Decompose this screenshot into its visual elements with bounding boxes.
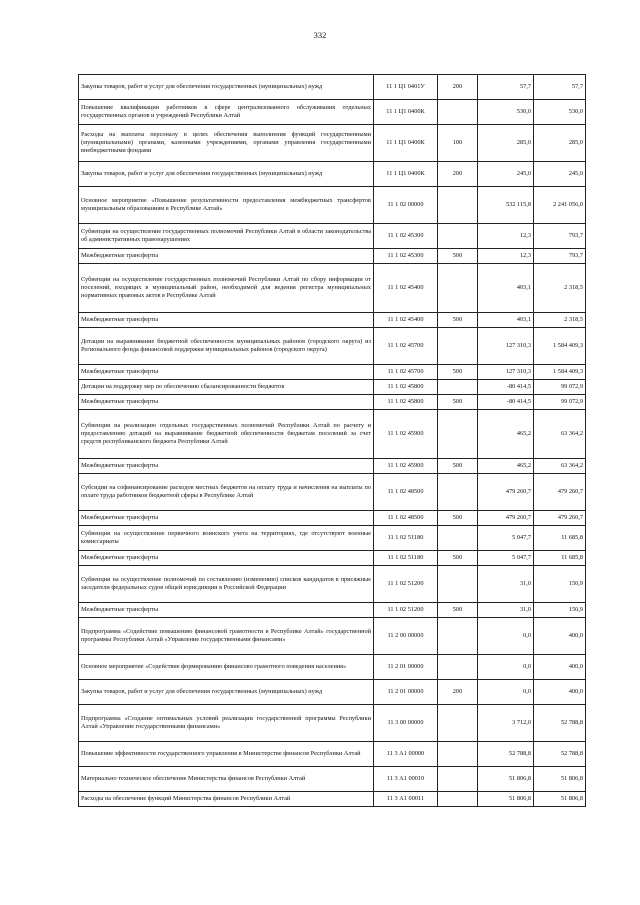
table-row: [79, 603, 586, 618]
amount-change-cell: 465,2: [478, 459, 534, 474]
table-row: [79, 566, 586, 603]
amount-change-cell: 5 047,7: [478, 551, 534, 566]
expense-type-cell: [438, 767, 478, 792]
amount-total-cell: 63 364,2: [534, 410, 586, 459]
expense-type-cell: [438, 264, 478, 313]
table-row: [79, 395, 586, 410]
row-name-cell: Основное мероприятие «Содействие формированию финансово грамотного поведения населения»: [79, 655, 374, 680]
table-row: [79, 328, 586, 365]
target-article-code-cell: 11 1 02 45800: [374, 380, 438, 395]
amount-total-cell: 1 584 409,3: [534, 365, 586, 380]
amount-change-cell: 465,2: [478, 410, 534, 459]
table-row: [79, 474, 586, 511]
amount-total-cell: 479 260,7: [534, 474, 586, 511]
row-name-cell: Межбюджетные трансферты: [79, 551, 374, 566]
row-name-cell: Межбюджетные трансферты: [79, 249, 374, 264]
expense-type-cell: [438, 618, 478, 655]
row-name-cell: Расходы на выплаты персоналу в целях обеспечения выполнения функций государственными (муниципальными) органами, казенными учреждениями, органами управления государственными внебюджетными фондами: [79, 125, 374, 162]
amount-total-cell: 51 806,8: [534, 792, 586, 807]
table-row: [79, 792, 586, 807]
table-row: [79, 365, 586, 380]
amount-total-cell: 52 788,8: [534, 742, 586, 767]
table-row: [79, 313, 586, 328]
amount-total-cell: 245,0: [534, 162, 586, 187]
expense-type-cell: 500: [438, 395, 478, 410]
target-article-code-cell: 11 1 02 51180: [374, 526, 438, 551]
amount-change-cell: 479 260,7: [478, 511, 534, 526]
row-name-cell: Повышение квалификации работников в сфере централизованного обслуживания отдельных государственных органов и учреждений Республики Алтай: [79, 100, 374, 125]
expense-type-cell: 200: [438, 75, 478, 100]
target-article-code-cell: 11 1 02 45900: [374, 459, 438, 474]
target-article-code-cell: 11 1 02 45700: [374, 328, 438, 365]
expense-type-cell: [438, 566, 478, 603]
table-row: [79, 551, 586, 566]
amount-change-cell: 0,0: [478, 680, 534, 705]
amount-change-cell: 479 260,7: [478, 474, 534, 511]
table-row: [79, 742, 586, 767]
table-row: [79, 680, 586, 705]
amount-total-cell: 51 806,8: [534, 767, 586, 792]
expense-type-cell: 200: [438, 162, 478, 187]
row-name-cell: Субвенции на осуществление полномочий по составлению (изменению) списков кандидатов в присяжные заседатели федеральных судов общей юрисдикции в Российской Федерации: [79, 566, 374, 603]
amount-change-cell: 5 047,7: [478, 526, 534, 551]
row-name-cell: Межбюджетные трансферты: [79, 511, 374, 526]
amount-total-cell: 400,0: [534, 618, 586, 655]
table-row: [79, 249, 586, 264]
target-article-code-cell: 11 1 Ц1 0401У: [374, 75, 438, 100]
amount-total-cell: 2 318,5: [534, 264, 586, 313]
row-name-cell: Субвенции на осуществление государственных полномочий Республики Алтай по сбору информации от поселений, входящих в муниципальный район, необходимой для ведения регистра муниципальных нормативных правовых актов в Республике Алтай: [79, 264, 374, 313]
expense-type-cell: [438, 655, 478, 680]
amount-total-cell: 400,0: [534, 680, 586, 705]
target-article-code-cell: 11 1 Ц1 0400К: [374, 100, 438, 125]
target-article-code-cell: 11 1 Ц1 0400К: [374, 125, 438, 162]
row-name-cell: Межбюджетные трансферты: [79, 365, 374, 380]
expense-type-cell: [438, 224, 478, 249]
expense-type-cell: [438, 100, 478, 125]
amount-change-cell: -80 414,5: [478, 395, 534, 410]
row-name-cell: Основное мероприятие «Повышение результативности предоставления межбюджетных трансфертов муниципальным образованиям в Республике Алтай»: [79, 187, 374, 224]
row-name-cell: Дотации на выравнивание бюджетной обеспеченности муниципальных районов (городского округа) из Регионального фонда финансовой поддержки муниципальных районов (городского округа): [79, 328, 374, 365]
amount-change-cell: 12,3: [478, 249, 534, 264]
table-row: [79, 655, 586, 680]
expense-type-cell: 200: [438, 680, 478, 705]
amount-total-cell: 2 241 056,0: [534, 187, 586, 224]
expense-type-cell: 500: [438, 459, 478, 474]
budget-table: [78, 74, 586, 807]
table-row: [79, 618, 586, 655]
budget-table-body: [79, 75, 586, 807]
amount-total-cell: 400,0: [534, 655, 586, 680]
row-name-cell: Субвенции на осуществление первичного воинского учета на территориях, где отсутствуют военные комиссариаты: [79, 526, 374, 551]
expense-type-cell: [438, 474, 478, 511]
table-row: [79, 526, 586, 551]
amount-change-cell: 245,0: [478, 162, 534, 187]
amount-total-cell: 150,9: [534, 566, 586, 603]
amount-change-cell: 52 788,8: [478, 742, 534, 767]
row-name-cell: Закупка товаров, работ и услуг для обеспечения государственных (муниципальных) нужд: [79, 680, 374, 705]
expense-type-cell: [438, 410, 478, 459]
amount-total-cell: 479 260,7: [534, 511, 586, 526]
amount-total-cell: 1 584 409,3: [534, 328, 586, 365]
amount-change-cell: 285,0: [478, 125, 534, 162]
target-article-code-cell: 11 1 02 45300: [374, 249, 438, 264]
amount-change-cell: 127 310,3: [478, 328, 534, 365]
amount-total-cell: 57,7: [534, 75, 586, 100]
amount-total-cell: 11 685,8: [534, 526, 586, 551]
row-name-cell: Дотации на поддержку мер по обеспечению сбалансированности бюджетов: [79, 380, 374, 395]
target-article-code-cell: 11 3 00 00000: [374, 705, 438, 742]
amount-change-cell: 0,0: [478, 618, 534, 655]
target-article-code-cell: 11 1 Ц1 0400К: [374, 162, 438, 187]
target-article-code-cell: 11 2 01 00000: [374, 680, 438, 705]
amount-total-cell: 2 318,5: [534, 313, 586, 328]
target-article-code-cell: 11 1 02 45900: [374, 410, 438, 459]
expense-type-cell: [438, 742, 478, 767]
row-name-cell: Межбюджетные трансферты: [79, 313, 374, 328]
expense-type-cell: [438, 526, 478, 551]
expense-type-cell: [438, 705, 478, 742]
expense-type-cell: [438, 328, 478, 365]
amount-change-cell: -80 414,5: [478, 380, 534, 395]
table-row: [79, 380, 586, 395]
target-article-code-cell: 11 3 А1 00010: [374, 767, 438, 792]
row-name-cell: Межбюджетные трансферты: [79, 395, 374, 410]
row-name-cell: Субсидии на софинансирование расходов местных бюджетов на оплату труда и начисления на выплаты по оплате труда работников бюджетной сферы в Республике Алтай: [79, 474, 374, 511]
row-name-cell: Субвенции на реализацию отдельных государственных полномочий Республики Алтай по расчету и предоставлению дотаций на выравнивание бюджетной обеспеченности бюджетам поселений за счет средств республиканского бюджета Республики Алтай: [79, 410, 374, 459]
target-article-code-cell: 11 3 А1 00000: [374, 742, 438, 767]
row-name-cell: Расходы на обеспечение функций Министерства финансов Республики Алтай: [79, 792, 374, 807]
expense-type-cell: [438, 187, 478, 224]
table-row: [79, 264, 586, 313]
page-number: 332: [313, 30, 327, 40]
table-row: [79, 410, 586, 459]
expense-type-cell: 500: [438, 249, 478, 264]
amount-change-cell: 31,0: [478, 566, 534, 603]
row-name-cell: Межбюджетные трансферты: [79, 603, 374, 618]
target-article-code-cell: 11 1 02 45400: [374, 264, 438, 313]
expense-type-cell: 500: [438, 313, 478, 328]
table-row: [79, 511, 586, 526]
target-article-code-cell: 11 1 02 51200: [374, 566, 438, 603]
target-article-code-cell: 11 1 02 45800: [374, 395, 438, 410]
row-name-cell: Материально техническое обеспечение Министерства финансов Республики Алтай: [79, 767, 374, 792]
table-row: [79, 705, 586, 742]
expense-type-cell: 500: [438, 603, 478, 618]
amount-total-cell: 530,0: [534, 100, 586, 125]
amount-total-cell: 150,9: [534, 603, 586, 618]
target-article-code-cell: 11 3 А1 00011: [374, 792, 438, 807]
amount-change-cell: 532 115,8: [478, 187, 534, 224]
amount-change-cell: 57,7: [478, 75, 534, 100]
row-name-cell: Повышение эффективности государственного управления в Министерстве финансов Республики Алтай: [79, 742, 374, 767]
row-name-cell: Закупка товаров, работ и услуг для обеспечения государственных (муниципальных) нужд: [79, 75, 374, 100]
table-row: [79, 767, 586, 792]
amount-change-cell: 403,1: [478, 264, 534, 313]
amount-change-cell: 127 310,3: [478, 365, 534, 380]
target-article-code-cell: 11 1 02 00000: [374, 187, 438, 224]
amount-total-cell: 99 072,9: [534, 380, 586, 395]
amount-change-cell: 0,0: [478, 655, 534, 680]
expense-type-cell: [438, 792, 478, 807]
row-name-cell: Подпрограмма «Содействие повышению финансовой грамотности в Республике Алтай» государственной программы Республики Алтай «Управление государственными финансами»: [79, 618, 374, 655]
amount-change-cell: 3 712,0: [478, 705, 534, 742]
table-row: [79, 75, 586, 100]
amount-change-cell: 31,0: [478, 603, 534, 618]
target-article-code-cell: 11 2 00 00000: [374, 618, 438, 655]
expense-type-cell: 500: [438, 511, 478, 526]
amount-total-cell: 285,0: [534, 125, 586, 162]
target-article-code-cell: 11 1 02 51200: [374, 603, 438, 618]
row-name-cell: Межбюджетные трансферты: [79, 459, 374, 474]
target-article-code-cell: 11 2 01 00000: [374, 655, 438, 680]
expense-type-cell: 500: [438, 365, 478, 380]
target-article-code-cell: 11 1 02 45400: [374, 313, 438, 328]
expense-type-cell: [438, 380, 478, 395]
amount-total-cell: 99 072,9: [534, 395, 586, 410]
table-row: [79, 224, 586, 249]
table-row: [79, 187, 586, 224]
amount-change-cell: 530,0: [478, 100, 534, 125]
expense-type-cell: 500: [438, 551, 478, 566]
amount-total-cell: 793,7: [534, 249, 586, 264]
amount-change-cell: 51 806,8: [478, 767, 534, 792]
row-name-cell: Подпрограмма «Создание оптимальных условий реализации государственной программы Республики Алтай «Управление государственными финансами»: [79, 705, 374, 742]
amount-total-cell: 11 685,8: [534, 551, 586, 566]
amount-change-cell: 51 806,8: [478, 792, 534, 807]
row-name-cell: Закупка товаров, работ и услуг для обеспечения государственных (муниципальных) нужд: [79, 162, 374, 187]
table-row: [79, 100, 586, 125]
expense-type-cell: 100: [438, 125, 478, 162]
amount-total-cell: 52 788,8: [534, 705, 586, 742]
target-article-code-cell: 11 1 02 45700: [374, 365, 438, 380]
amount-change-cell: 12,3: [478, 224, 534, 249]
target-article-code-cell: 11 1 02 48500: [374, 511, 438, 526]
target-article-code-cell: 11 1 02 51180: [374, 551, 438, 566]
table-row: [79, 125, 586, 162]
amount-total-cell: 793,7: [534, 224, 586, 249]
target-article-code-cell: 11 1 02 45300: [374, 224, 438, 249]
amount-total-cell: 63 364,2: [534, 459, 586, 474]
target-article-code-cell: 11 1 02 48500: [374, 474, 438, 511]
row-name-cell: Субвенции на осуществление государственных полномочий Республики Алтай в области законодательства об административных правонарушениях: [79, 224, 374, 249]
table-row: [79, 162, 586, 187]
amount-change-cell: 403,1: [478, 313, 534, 328]
table-row: [79, 459, 586, 474]
